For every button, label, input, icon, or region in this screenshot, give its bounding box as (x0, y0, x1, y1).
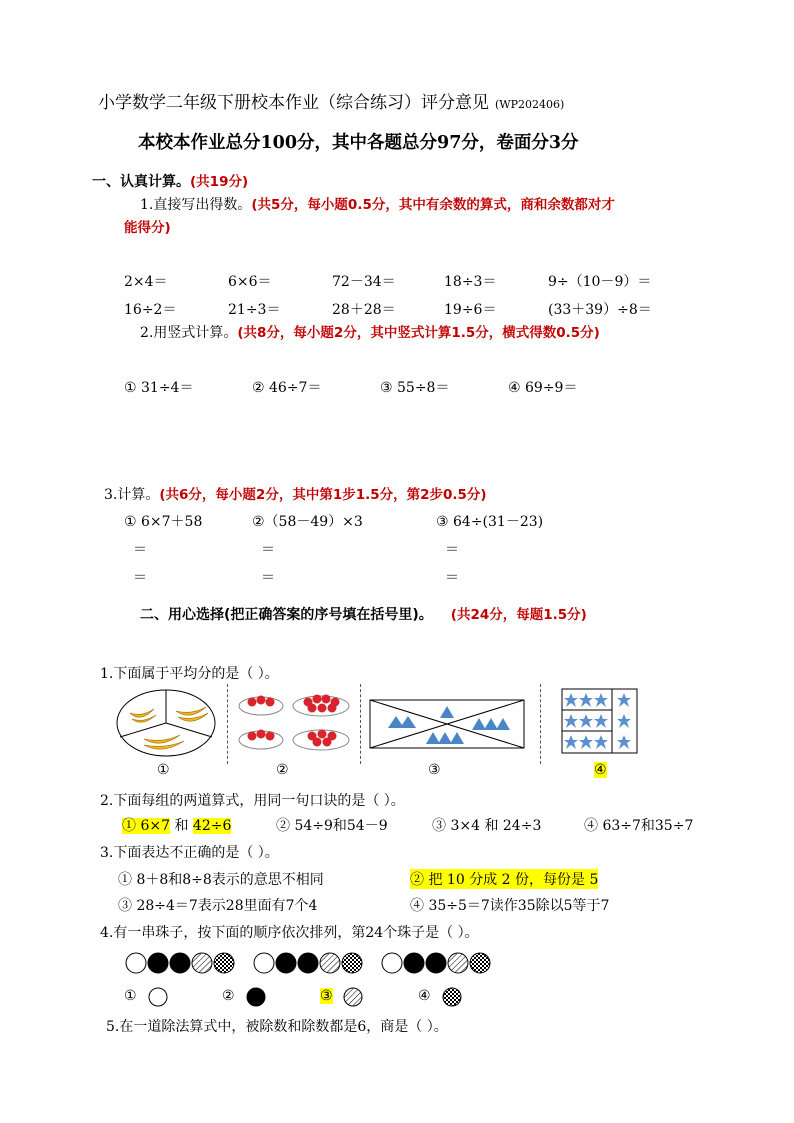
q2-3-text: 3.下面表达不正确的是（ ）。 (100, 845, 279, 861)
equals-sign: ＝ (133, 542, 147, 558)
figure-divider (227, 684, 228, 764)
q1-3-score: (共6分，每小题2分，其中第1步1.5分，第2步0.5分) (159, 487, 487, 503)
bead-sequence-figure (124, 951, 504, 975)
calc-item: 18÷3＝ (444, 274, 497, 290)
q2-4-opt-label: ④ (418, 988, 431, 1004)
page-subtitle: 本校本作业总分100分，其中各题总分97分，卷面分3分 (138, 133, 579, 153)
q2-3-option-3[interactable]: ③ 28÷4＝7表示28里面有7个4 (118, 898, 318, 914)
checkered-bead-icon (442, 987, 462, 1007)
q2-3-opt2-part: ② 把 (410, 872, 443, 888)
section2-score: (共24分，每题1.5分) (450, 607, 587, 623)
section1-heading (92, 170, 248, 191)
step-calc-item: ②（58－49）×3 (252, 514, 363, 530)
vertical-calc-item: ④ 69÷9＝ (508, 380, 578, 396)
q2-4-option-4[interactable] (418, 988, 431, 1004)
q2-4-option-3-answer[interactable] (320, 988, 333, 1004)
q1-2-label (140, 321, 600, 342)
q1-2-label-text: 2.用竖式计算。 (140, 325, 238, 341)
q2-1-option-4-answer[interactable]: ④ (594, 762, 607, 778)
equals-sign: ＝ (445, 542, 459, 558)
q2-3-opt2-part: 10 (446, 872, 465, 888)
q2-4-option-1[interactable] (124, 988, 137, 1004)
calc-item: 21÷3＝ (228, 302, 281, 318)
q2-1-option-3[interactable]: ③ (428, 762, 441, 778)
q2-4-text: 4.有一串珠子，按下面的顺序依次排列，第24个珠子是（ ）。 (100, 925, 479, 941)
section1-heading-text: 一、认真计算。 (92, 174, 190, 190)
q2-4-opt-label: ① (124, 988, 137, 1004)
calc-item: 2×4＝ (124, 274, 168, 290)
q1-2-score: (共8分，每小题2分，其中竖式计算1.5分，横式得数0.5分) (237, 325, 600, 341)
q2-2-opt1-and: 和 (174, 818, 189, 834)
doc-code: (WP202406) (495, 98, 565, 111)
page-title (98, 88, 564, 113)
q1-1-label (140, 193, 615, 214)
calc-item: 72－34＝ (332, 274, 396, 290)
q2-3-option-4[interactable]: ④ 35÷5＝7读作35除以5等于7 (410, 898, 610, 914)
banana-circle-figure (114, 687, 218, 759)
q2-2-option-1-answer[interactable] (122, 815, 231, 835)
section2-heading (140, 603, 587, 624)
equals-sign: ＝ (261, 570, 275, 586)
q2-3-opt2-part: 分成 (469, 872, 498, 888)
q2-2-opt1-b: 42÷6 (192, 818, 232, 834)
apple-plates-figure (236, 688, 352, 756)
step-calc-item: ① 6×7＋58 (124, 514, 203, 530)
figure-divider (540, 684, 541, 764)
q2-2-text: 2.下面每组的两道算式，用同一句口诀的是（ ）。 (100, 793, 405, 809)
q2-3-option-2-answer[interactable] (410, 869, 598, 889)
title-text: 小学数学二年级下册校本作业（综合练习）评分意见 (98, 93, 489, 113)
section2-heading-text: 二、用心选择(把正确答案的序号填在括号里)。 (140, 607, 433, 623)
calc-item: (33＋39）÷8＝ (548, 302, 652, 318)
black-bead-icon (246, 987, 266, 1007)
q2-4-option-2[interactable] (222, 988, 235, 1004)
vertical-calc-item: ③ 55÷8＝ (380, 380, 450, 396)
figure-divider (360, 684, 361, 764)
equals-sign: ＝ (261, 542, 275, 558)
calc-item: 6×6＝ (228, 274, 272, 290)
section1-score: (共19分) (190, 174, 249, 190)
q2-4-opt-label: ③ (320, 988, 333, 1004)
q1-3-label (104, 483, 487, 504)
q2-3-opt2-part: 5 (589, 872, 599, 888)
step-calc-item: ③ 64÷(31－23) (436, 514, 544, 530)
q2-3-option-1[interactable]: ① 8＋8和8÷8表示的意思不相同 (118, 872, 324, 888)
triangle-rectangle-figure (368, 698, 526, 750)
calc-item: 16÷2＝ (124, 302, 177, 318)
hatched-bead-icon (343, 987, 363, 1007)
q1-1-label-text: 1.直接写出得数。 (140, 197, 252, 213)
q2-3-opt2-part: 2 (501, 872, 511, 888)
q2-4-opt-label: ② (222, 988, 235, 1004)
calc-item: 28＋28＝ (332, 302, 396, 318)
q1-3-label-text: 3.计算。 (104, 487, 160, 503)
q1-1-score-line2: 能得分) (124, 220, 171, 236)
q2-3-opt2-part: 份，每份是 (515, 872, 586, 888)
equals-sign: ＝ (445, 570, 459, 586)
q2-2-option-2[interactable]: ② 54÷9和54－9 (276, 818, 388, 834)
q2-2-option-4[interactable]: ④ 63÷7和35÷7 (584, 818, 694, 834)
calc-item: 19÷6＝ (444, 302, 497, 318)
vertical-calc-item: ① 31÷4＝ (124, 380, 194, 396)
q2-2-option-3[interactable]: ③ 3×4 和 24÷3 (432, 818, 542, 834)
stars-grid-figure (561, 688, 639, 754)
q2-1-option-2[interactable]: ② (276, 762, 289, 778)
vertical-calc-item: ② 46÷7＝ (252, 380, 322, 396)
equals-sign: ＝ (133, 570, 147, 586)
calc-item: 9÷（10－9）＝ (548, 274, 652, 290)
q2-2-opt1-a: ① 6×7 (122, 818, 170, 834)
q1-1-score-line1: (共5分，每小题0.5分，其中有余数的算式，商和余数都对才 (251, 197, 615, 213)
q2-1-option-1[interactable]: ① (157, 762, 170, 778)
q2-5-text: 5.在一道除法算式中，被除数和除数都是6，商是（ ）。 (106, 1019, 448, 1035)
q2-1-text: 1.下面属于平均分的是（ ）。 (100, 666, 279, 682)
white-bead-icon (148, 987, 168, 1007)
